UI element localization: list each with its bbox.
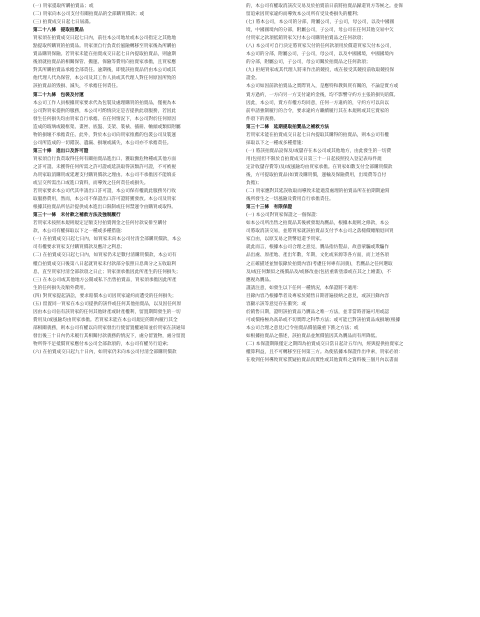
text-line: 於銷售日期，證明該拍賣品乃贋品之唯一方法，並非當時普遍可用或認 (246, 309, 390, 315)
text-line: 本公司合理之意見)已令拍賣品價值嚴重下跌之方法；或 (246, 325, 359, 331)
text-line: 取服務費用，然而，本公司不保證出口許可證將獲發放。本公司及買家 (33, 197, 177, 203)
text-line: (一) 將該拍賣品設保及/或儲存在本公司或其他地方，由此發生的一切費 (246, 148, 392, 154)
text-line: (八) 本公司可自行決定將買家欠付的任何款項用於償還買家欠付本公司， (246, 44, 395, 50)
text-line: 公司所造成的一切錯誤、遺漏、損壞或滅失，本公司亦不承擔責任。 (33, 140, 172, 146)
text-line: 息，直至買家付清全部款項之日止；買家須承擔因此所產生的任何損失； (33, 269, 181, 275)
text-line: 發生任何損失均由買家自行承擔。在任何情況下，本公司對於任何原因 (33, 116, 177, 122)
text-line: 在收到任何導致買家質疑拍賣品真實性或其他資料之資料後三個月內以書面 (246, 358, 399, 364)
text-line: 如根據拍賣品之描述，該拍賣品並無價值因其為贋品而有所降低。 (246, 333, 380, 339)
text-line: 發出後三十日內仍未履行其相關付款義務的情況下，處分留置物，處分留置 (33, 333, 186, 339)
section-heading: 第二十八條 提取拍賣品 (33, 28, 84, 34)
text-line: (三) 在本公司或其他地方公開或私下出售拍賣品，買家須承擔因此所產 (33, 277, 177, 283)
text-line: 及/或任何類似之後價品及/或修改並(包括重新塗漆或在其之上繪畫)，不 (246, 269, 392, 275)
text-line: (九) 拒絕買家或其代理人將來作出的競投，或在接受其競投前收取競投保 (246, 68, 395, 74)
text-line: 家自由，以原支易之貨幣退還予買家。 (246, 237, 325, 243)
text-line: 可或價格極為高昂或不切實際之科學方法；或可能已對該拍賣品成損壞(根據 (246, 317, 401, 323)
text-line: 本公司如因前款拍賣品之實際買入，是應特和教與買有關的，不論是實方或 (246, 84, 399, 90)
text-line: 為買家取消購買或延遲支付購買價款之理由。本公司不承擔因不能填妥 (33, 172, 177, 178)
text-line: 因由本公司佔有該買家的任何其他財產或財產權利，留置期間發生的一切 (33, 309, 181, 315)
text-line: 境，中國國境內的分部，附屬公司，子公司，母公司在任何其他交易中欠 (246, 28, 394, 34)
right-column (246, 3, 460, 365)
text-line: (二) 買家應對其延誤收取而導致未能適當處理的拍賣品所在拍期期逾寫 (246, 189, 390, 195)
text-line: (二) 在拍賣成交日起七日內，如買家仍未足數付清購買價款，本公司有 (33, 253, 177, 259)
text-line: 如本公司所出售之拍賣品其後被發現為贋品，根據本規則之條款，本公 (246, 221, 390, 227)
text-line: 目錄內容乃根據學者及專家於銷售日期普遍接納之意見，或該目錄內容 (246, 293, 390, 299)
text-line: 因此，本公司，賣方有權方均同意，任何一方違約的，守約方可以向以 (246, 100, 390, 106)
text-line: 品出處、原產地、產出年數，年期，文化或來源等各方面，而上述各項 (246, 253, 390, 259)
text-line: 司有權要求買家支付購買價款及應計之利息； (33, 245, 126, 251)
section-heading: 第三十一條 未付款之補救方法及強制履行 (33, 213, 121, 219)
text-line: 司將取消該交易，並將買家就該拍賣品支付予本公司之落槌價總額退回買 (246, 229, 394, 235)
section-heading: 第三十三條 有限保證 (246, 205, 293, 211)
text-line: (一) 在拍賣成交日起七日內，如買家未向本公司付清全部購買價款，本公 (33, 237, 182, 243)
text-line: 費用及/或風險均由買家承擔。若買家未能在本公司規定的期內履行其全 (33, 317, 178, 323)
text-line: 點提取所購買的拍賣品。買家須自行負責於風險轉移至買家後為所購拍 (33, 44, 177, 50)
text-line: 容顯示該等意見存在衝突；或 (246, 301, 306, 307)
section-heading: 第二十九條 包裝及付運 (33, 92, 84, 98)
text-line: (七) 將本公司，本公司的分部，附屬公司，子公司，母公司，以及中國國 (246, 20, 395, 26)
text-line: 的分部，附屬公司，子公司，母公司關於拍賣品之任何款項； (246, 60, 371, 66)
text-line: 應視為贋品。 (246, 277, 274, 283)
text-line: 若買家未能在拍賣成交日起七日內提取其購得的拍賣品，則本公司有權 (246, 132, 390, 138)
text-line: 定計收儲存費等)及/或風險均由買家承擔。在買家如數支付全部購買價款 (246, 164, 393, 170)
text-line: 的，本公司有權取消該次交易及於拍賣前日前將拍賣品歸還買方等候之。並保 (246, 4, 403, 9)
text-line: 買家須自行負責取得任何有關拍賣品進出口、獲取瀕危物種或其他方面 (33, 156, 177, 162)
text-line: 買家須在拍賣成交日起七日內，前往本公司地址或本公司指定之其他地 (33, 36, 177, 42)
section-heading: 第三十二條 延期提取拍賣品之補救方法 (246, 124, 330, 130)
text-line: 後須就拍賣品的相關保管、搬運、保險等費用向拍賣家承擔，且買家應 (33, 60, 177, 66)
text-line: 公司對買家提供的服務，本公司可酌情決定是否提供此項服務，若因此 (33, 108, 177, 114)
section-heading: 第三十條 進出口及許可證 (33, 148, 89, 154)
text-line: 生的任何損失及額外費用。 (33, 285, 89, 291)
text-line: 根據其拍賣品所估計提供成本進出口限制或任何禁運令由購買或取得。 (33, 205, 177, 211)
text-line: (四) 對買家提起訴訟，要求賠償本公司因買家違約而遭受的任何損失； (33, 293, 177, 299)
text-line: 件項下的義務。 (246, 116, 279, 122)
text-line: 留追索因買家違約而導致本公司所有受及委損失的權利； (246, 12, 362, 18)
text-line: 賣方過約，一方向另一方支付違約金後，均不影響守約方主張的損失賠償。 (246, 92, 399, 98)
text-line: 他代理人代為保管，本公司及其工作人員或其代理人對任何原因所致的 (33, 76, 177, 82)
text-line: 權自拍賣成交日後第八日起就買家未付款部分依照日息萬分之五收取利 (33, 261, 177, 267)
text-line: 或呈交所需出口或進口資料，而導致之任何責任或損失。 (33, 181, 149, 187)
text-line: 謹請注意，如發生以下任何一種情況，本保證將不適用： (246, 285, 362, 291)
text-line: (二) 買家向本公司支付有關拍賣品的全部購買價款；或 (33, 12, 145, 18)
text-line: 之正確描述並無依錄於拍賣內容(考慮任何專有詞義)，若贋品之任何選取 (246, 261, 393, 267)
text-line: 採取以下之一種或多種措施： (246, 140, 306, 146)
text-line: 之許可證。未獲得任何所需之許可證或延誤取得該類許可證，不可被視 (33, 164, 177, 170)
text-line: (二) 本保證期限僅定之期間為拍賣成交日當日起計五年內，經與提供拍賣家之 (246, 341, 404, 347)
text-line: 對其所購拍賣品承擔全部責任。逾期後，即使該拍賣品仍由本公司或其 (33, 68, 177, 74)
text-line: 若買家要求本公司代其申請出口許可證，本公司保有權就此服務另行收 (33, 189, 177, 195)
text-line: 部相關義務，則本公司有權以向買家發出行使留置權通知並於買家在該通知 (33, 325, 186, 331)
text-line: 後所發生之一切風險及費用自行承擔責任。 (246, 197, 334, 203)
text-line: 本公司的分部，附屬公司，子公司，母公司，以及中國國境，中國國境內 (246, 52, 394, 58)
left-column (33, 3, 247, 357)
text-line: 權算利益，且不可轉移至任何第三方。為使依據本保證作出申索，買家必須： (246, 350, 403, 356)
text-line: 若買家未按照本規則規定足額支付拍賣佣金之任何付款安排至購付 (33, 221, 167, 227)
text-line: 證金。 (246, 76, 260, 82)
text-line: (六) 在拍賣成交日起九十日內，如買家仍未向本公司付清全部購買價款 (33, 350, 177, 356)
text-line: 物所得不足抵償買家應付本公司全部款項的，本公司有權另行追索； (33, 341, 172, 347)
text-line: (一) 本公司對買家保證之一個保證： (246, 213, 321, 219)
text-line: 付買家之款項抵銷買家欠付本公司購買拍賣品之任何款項； (246, 36, 366, 42)
text-line: 用(包括但不限於自拍賣成交日第三十一日起按照投入登記表每件規 (246, 156, 382, 162)
text-line: 款，本公司有權採取以下之一種或多種措施： (33, 229, 126, 235)
text-line: 前申請強制履行的合令，要求違約方繼續履行其在本規則或其它賣家的 (246, 108, 390, 114)
text-line: 該拍賣品的毀損、滅失，不承擔任何責任。 (33, 84, 121, 90)
text-line: 造成的玻璃或鏡框架、畫匣、底盤、支架、裝裱、插冊、軸頭或類似附屬 (33, 124, 181, 130)
text-line: (一) 買家提取所購拍賣品；或 (33, 4, 94, 9)
text-line: (三) 拍賣成交日起七日屆滿。 (33, 20, 94, 26)
text-line: 負擔)； (246, 181, 262, 187)
text-line: 後，方可提取拍賣品(如實及購買價，運輸及保險費用，出境費等自付 (246, 172, 387, 178)
text-line: 本公司工作人員根據買家要求代為包裝及處理購買的拍賣品，僅視為本 (33, 100, 177, 106)
text-line: 物的損壞不承擔責任。此外，對於本公司向買家推薦的包裝公司及裝運 (33, 132, 177, 138)
text-line: (五) 留置同一買家在本公司提供的該件或任何其他拍賣品，以及因任何原 (33, 301, 182, 307)
text-line: 就此而言，根據本公司合理之意見，贋品指仿製品，故意蒙騙或欺騙作 (246, 245, 390, 251)
text-line: 賣品購買保險。若買家未能在拍賣成交日起七日內提取拍賣品，則逾期 (33, 52, 177, 58)
